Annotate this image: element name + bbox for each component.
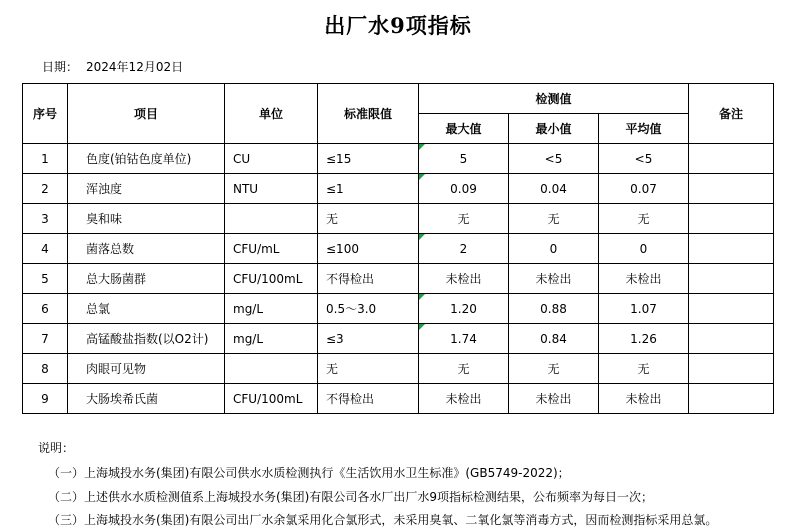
cell-limit: ≤15 <box>318 144 419 174</box>
cell-avg: 1.07 <box>599 294 689 324</box>
date-label: 日期： <box>42 60 79 74</box>
cell-item: 色度(铂钴色度单位) <box>68 144 225 174</box>
cell-avg: 未检出 <box>599 384 689 414</box>
cell-avg: 无 <box>599 354 689 384</box>
cell-unit <box>225 204 318 234</box>
cell-avg: <5 <box>599 144 689 174</box>
cell-min: 0.88 <box>509 294 599 324</box>
cell-unit: CFU/100mL <box>225 384 318 414</box>
header-item: 项目 <box>68 84 225 144</box>
table-row <box>23 174 774 204</box>
cell-limit: 无 <box>318 354 419 384</box>
cell-unit: CFU/100mL <box>225 264 318 294</box>
page-title: 出厂水9项指标 <box>324 13 472 38</box>
cell-limit: 不得检出 <box>318 384 419 414</box>
cell-max: 未检出 <box>419 384 509 414</box>
header-unit: 单位 <box>225 84 318 144</box>
cell-limit: 无 <box>318 204 419 234</box>
cell-max: 0.09 <box>419 174 509 204</box>
header-no: 序号 <box>23 84 68 144</box>
header-min: 最小值 <box>509 114 599 144</box>
table-row <box>23 384 774 414</box>
cell-remark <box>689 204 774 234</box>
cell-unit: CU <box>225 144 318 174</box>
cell-item: 大肠埃希氏菌 <box>68 384 225 414</box>
header-avg: 平均值 <box>599 114 689 144</box>
cell-unit: NTU <box>225 174 318 204</box>
cell-avg: 0.07 <box>599 174 689 204</box>
table-header <box>23 84 774 144</box>
cell-min: 未检出 <box>509 264 599 294</box>
cell-no: 3 <box>23 204 68 234</box>
cell-min: 0.84 <box>509 324 599 354</box>
table-row <box>23 354 774 384</box>
cell-no: 7 <box>23 324 68 354</box>
cell-item: 总大肠菌群 <box>68 264 225 294</box>
date-value: 2024年12月02日 <box>86 60 184 74</box>
cell-remark <box>689 234 774 264</box>
cell-item: 肉眼可见物 <box>68 354 225 384</box>
cell-item: 总氯 <box>68 294 225 324</box>
header-row-1 <box>23 84 774 114</box>
cell-avg: 1.26 <box>599 324 689 354</box>
cell-max: 5 <box>419 144 509 174</box>
cell-avg: 0 <box>599 234 689 264</box>
cell-remark <box>689 144 774 174</box>
cell-min: <5 <box>509 144 599 174</box>
cell-avg: 无 <box>599 204 689 234</box>
cell-max: 无 <box>419 354 509 384</box>
cell-no: 6 <box>23 294 68 324</box>
cell-max: 无 <box>419 204 509 234</box>
cell-unit: mg/L <box>225 324 318 354</box>
cell-remark <box>689 174 774 204</box>
table-row <box>23 144 774 174</box>
header-remark: 备注 <box>689 84 774 144</box>
note-line: （二）上述供水水质检测值系上海城投水务(集团)有限公司各水厂出厂水9项指标检测结果，公布频率为每日一次； <box>48 489 654 504</box>
cell-min: 未检出 <box>509 384 599 414</box>
cell-remark <box>689 384 774 414</box>
table-row <box>23 234 774 264</box>
header-max: 最大值 <box>419 114 509 144</box>
cell-max: 1.74 <box>419 324 509 354</box>
table-body <box>23 144 774 414</box>
cell-remark <box>689 324 774 354</box>
indicators-table <box>22 83 774 414</box>
cell-item: 菌落总数 <box>68 234 225 264</box>
cell-limit: ≤100 <box>318 234 419 264</box>
cell-avg: 未检出 <box>599 264 689 294</box>
cell-limit: ≤3 <box>318 324 419 354</box>
table-row <box>23 204 774 234</box>
cell-remark <box>689 294 774 324</box>
cell-remark <box>689 264 774 294</box>
table-row <box>23 264 774 294</box>
cell-limit: ≤1 <box>318 174 419 204</box>
cell-remark <box>689 354 774 384</box>
note-line: （三）上海城投水务(集团)有限公司出厂水余氯采用化合氯形式，未采用臭氧、二氧化氯等消毒方式，因而检测指标采用总氯。 <box>48 513 718 528</box>
cell-no: 2 <box>23 174 68 204</box>
cell-no: 5 <box>23 264 68 294</box>
cell-min: 0 <box>509 234 599 264</box>
note-line: （一）上海城投水务(集团)有限公司供水水质检测执行《生活饮用水卫生标准》(GB5749-2022)； <box>48 466 570 481</box>
date-line <box>42 58 796 75</box>
header-detect-group: 检测值 <box>419 84 689 114</box>
cell-item: 浑浊度 <box>68 174 225 204</box>
cell-limit: 不得检出 <box>318 264 419 294</box>
cell-item: 臭和味 <box>68 204 225 234</box>
cell-no: 8 <box>23 354 68 384</box>
cell-no: 4 <box>23 234 68 264</box>
cell-min: 无 <box>509 354 599 384</box>
cell-min: 0.04 <box>509 174 599 204</box>
cell-unit <box>225 354 318 384</box>
header-limit: 标准限值 <box>318 84 419 144</box>
cell-limit: 0.5～3.0 <box>318 294 419 324</box>
table-row <box>23 294 774 324</box>
table-row <box>23 324 774 354</box>
notes-title: 说明： <box>38 441 75 455</box>
cell-no: 1 <box>23 144 68 174</box>
cell-max: 未检出 <box>419 264 509 294</box>
cell-max: 2 <box>419 234 509 264</box>
cell-unit: mg/L <box>225 294 318 324</box>
cell-min: 无 <box>509 204 599 234</box>
cell-max: 1.20 <box>419 294 509 324</box>
notes-section <box>38 440 796 530</box>
cell-item: 高锰酸盐指数(以O2计) <box>68 324 225 354</box>
cell-no: 9 <box>23 384 68 414</box>
cell-unit: CFU/mL <box>225 234 318 264</box>
